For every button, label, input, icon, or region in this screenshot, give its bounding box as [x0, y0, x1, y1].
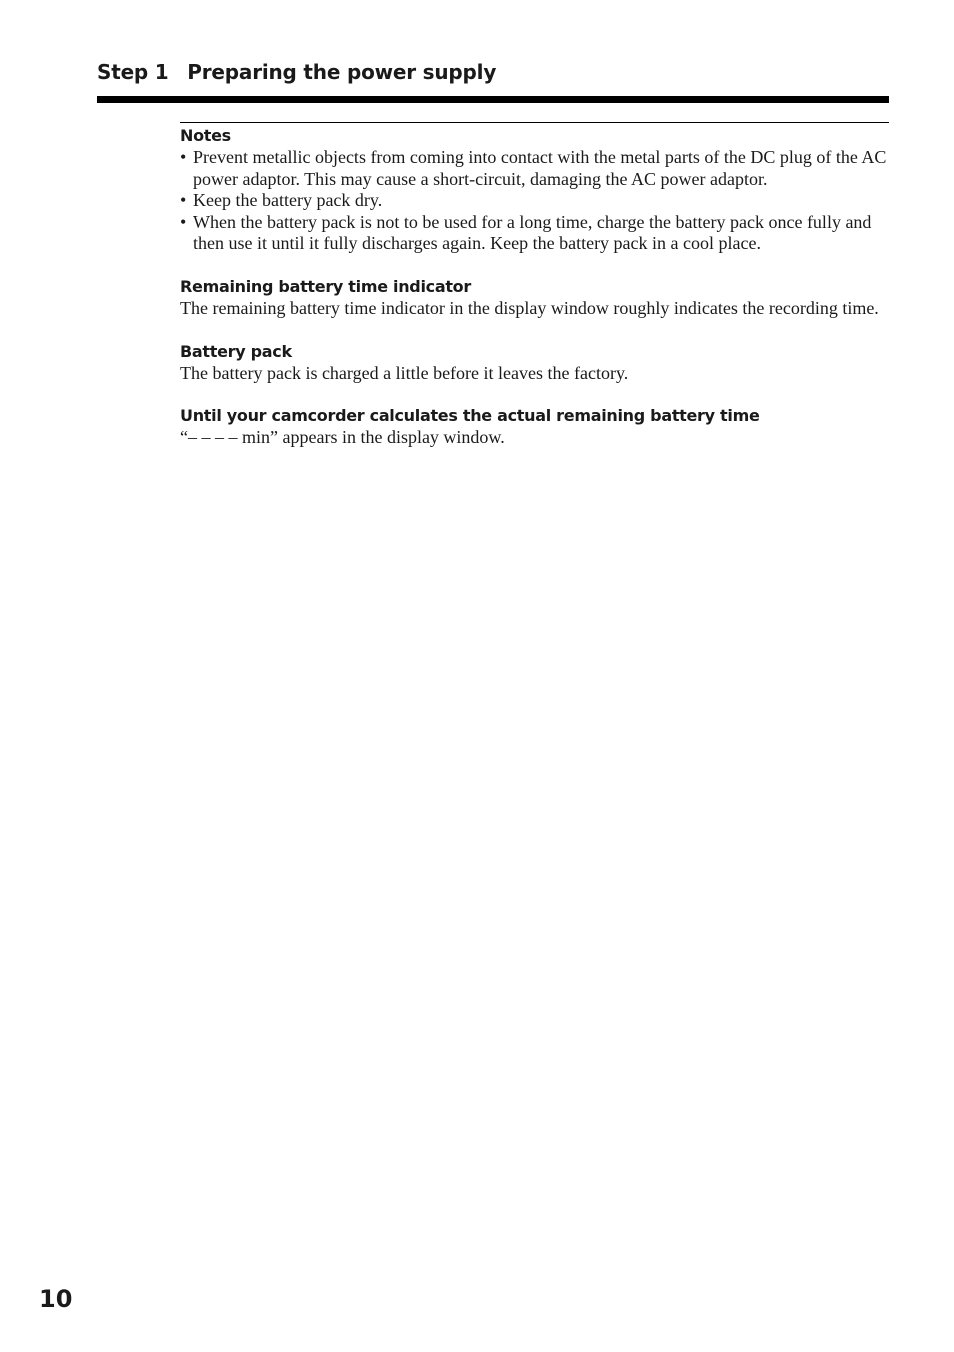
remaining-battery-time-section: [180, 276, 890, 320]
note-text: Keep the battery pack dry.: [193, 190, 383, 211]
content: [180, 125, 890, 449]
section-heading: Until your camcorder calculates the actual remaining battery time: [180, 406, 760, 426]
list-item: [180, 212, 890, 255]
notes-list: [180, 147, 890, 255]
battery-pack-section: [180, 341, 890, 385]
page-title: Preparing the power supply: [187, 60, 497, 84]
page-number: 10: [39, 1285, 73, 1313]
page-header: [97, 60, 496, 84]
section-text: The remaining battery time indicator in the display window roughly indicates the recording time.: [180, 297, 879, 318]
list-item: [180, 190, 890, 212]
notes-section: [180, 125, 890, 255]
notes-heading: Notes: [180, 126, 231, 145]
calculation-section: [180, 405, 890, 449]
section-heading: Remaining battery time indicator: [180, 276, 471, 296]
bullet: •: [180, 190, 187, 211]
list-item: [180, 147, 890, 190]
note-text: When the battery pack is not to be used for a long time, charge the battery pack once fully and then use it until it fully discharges again. Keep the battery pack in a cool place.: [193, 211, 872, 254]
bullet: •: [180, 211, 187, 232]
section-text: The battery pack is charged a little before it leaves the factory.: [180, 362, 629, 383]
section-heading: Battery pack: [180, 341, 292, 361]
bullet: •: [180, 147, 187, 167]
notes-rule: [180, 122, 889, 123]
step-label: Step 1: [97, 60, 169, 84]
note-text: Prevent metallic objects from coming into contact with the metal parts of the DC plug of the AC power adaptor. This may cause a short-circuit, damaging the AC power adaptor.: [193, 147, 887, 189]
section-text: “– – – – min” appears in the display window.: [180, 427, 505, 448]
header-rule: [97, 96, 889, 103]
